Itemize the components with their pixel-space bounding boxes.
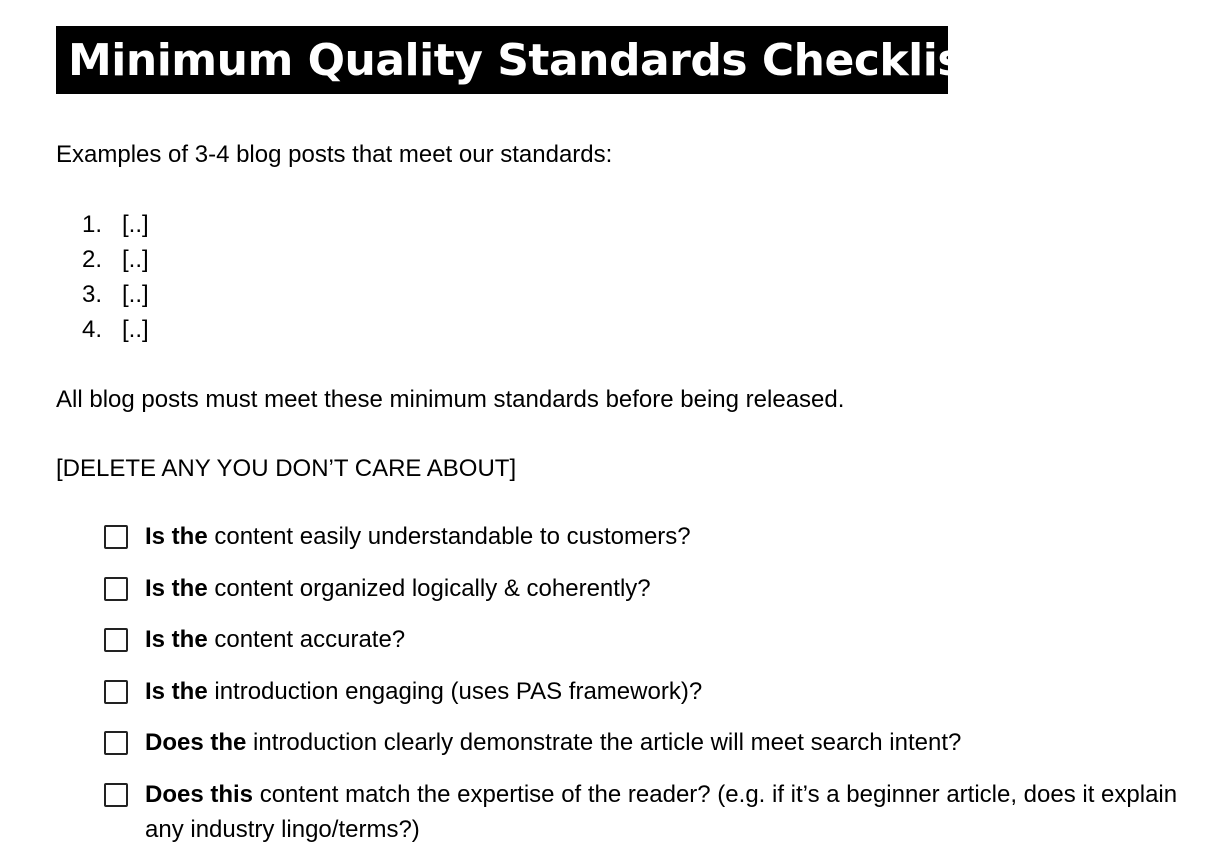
document-title: Minimum Quality Standards Checklist [68, 34, 984, 86]
list-item-text: [..] [122, 211, 149, 238]
checklist-item-text [145, 674, 1184, 709]
list-item [56, 210, 149, 245]
checklist-item-text [145, 725, 1184, 760]
checklist-item-lead: Does this [145, 780, 254, 808]
checklist-item-text [145, 622, 1184, 657]
checklist-item-lead: Is the [145, 677, 208, 705]
checklist-item [104, 571, 1184, 606]
checklist-item-text [145, 571, 1184, 606]
checklist-item-lead: Is the [145, 574, 208, 602]
checklist-item-text [145, 777, 1184, 847]
checkbox[interactable] [104, 525, 128, 549]
checkbox[interactable] [104, 680, 128, 704]
checkbox[interactable] [104, 628, 128, 652]
checklist-item [104, 777, 1184, 847]
checklist-item-question: introduction engaging (uses PAS framework)? [207, 677, 703, 705]
checklist-item-question: introduction clearly demonstrate the article will meet search intent? [246, 729, 962, 756]
list-item-text: [..] [122, 316, 149, 343]
standards-note: All blog posts must meet these minimum standards before being released. [56, 386, 845, 413]
checklist-item-question: content match the expertise of the reader? (e.g. if it’s a beginner article, does it explain any industry lingo/terms?) [145, 780, 1178, 843]
checklist-item [104, 622, 1184, 657]
checklist-item-lead: Does the [145, 729, 247, 756]
quality-checklist [104, 519, 1184, 863]
checklist-item-question: content accurate? [207, 626, 406, 653]
list-item [56, 245, 149, 280]
list-item [56, 315, 149, 350]
title-banner [56, 26, 984, 94]
checklist-item-question: content easily understandable to customers? [207, 523, 691, 550]
list-number: 3. [81, 281, 102, 308]
checklist-item [104, 725, 1184, 760]
checklist-item [104, 674, 1184, 709]
examples-intro: Examples of 3-4 blog posts that meet our standards: [56, 141, 613, 168]
checkbox[interactable] [104, 731, 128, 755]
checkbox[interactable] [104, 577, 128, 601]
list-item-text: [..] [122, 246, 149, 273]
list-item-text: [..] [122, 281, 149, 308]
checklist-item-lead: Is the [145, 626, 208, 653]
list-number: 4. [81, 316, 102, 343]
checklist-item-text [145, 519, 1184, 554]
list-number: 2. [81, 246, 102, 273]
list-number: 1. [81, 211, 102, 238]
checklist-item-lead: Is the [145, 523, 208, 550]
checkbox[interactable] [104, 783, 128, 807]
list-item [56, 280, 149, 315]
examples-list [56, 210, 149, 350]
delete-note: [DELETE ANY YOU DON’T CARE ABOUT] [56, 455, 517, 482]
checklist-item [104, 519, 1184, 554]
checklist-item-question: content organized logically & coherently? [207, 574, 651, 602]
